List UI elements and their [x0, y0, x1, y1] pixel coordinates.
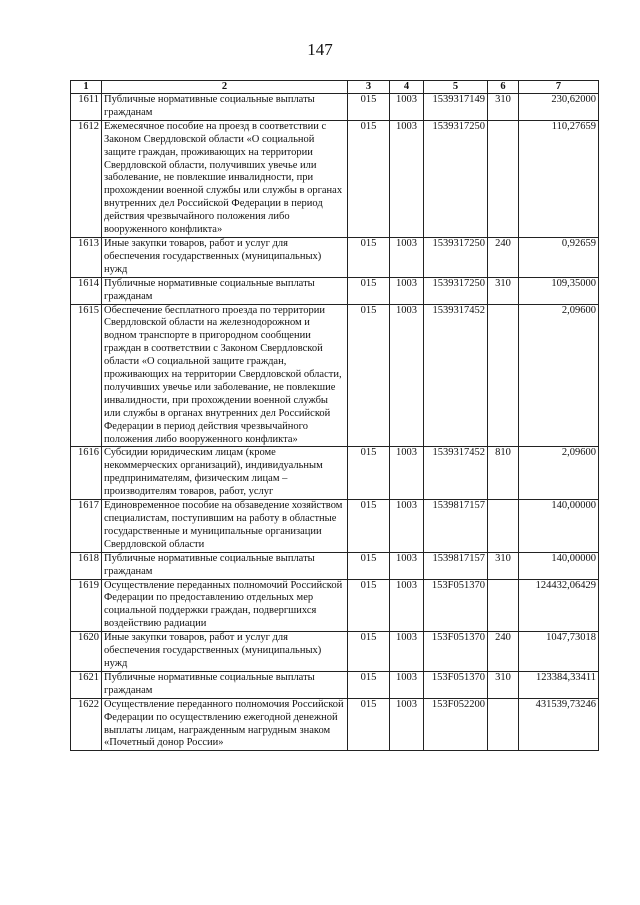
budget-table — [70, 80, 599, 751]
row-col4: 1003 — [390, 500, 424, 553]
row-col3: 015 — [348, 237, 390, 277]
row-amount: 230,62000 — [519, 94, 599, 121]
row-col5: 1539317149 — [424, 94, 488, 121]
table-row — [71, 94, 599, 121]
row-col3: 015 — [348, 500, 390, 553]
row-col3: 015 — [348, 671, 390, 698]
row-number: 1617 — [71, 500, 102, 553]
row-col5: 1539817157 — [424, 500, 488, 553]
row-name: Субсидии юридическим лицам (кроме некоммерческих организаций), индивидуальным предпринимателям, физическим лицам – производителям товаров, работ, услуг — [102, 447, 348, 500]
row-col6: 310 — [488, 94, 519, 121]
row-col3: 015 — [348, 447, 390, 500]
row-number: 1611 — [71, 94, 102, 121]
header-row — [71, 81, 599, 94]
row-col6: 310 — [488, 671, 519, 698]
row-name: Иные закупки товаров, работ и услуг для обеспечения государственных (муниципальных) нужд — [102, 237, 348, 277]
table-row — [71, 632, 599, 672]
row-number: 1612 — [71, 120, 102, 237]
row-name: Ежемесячное пособие на проезд в соответствии с Законом Свердловской области «О социальной защите граждан, проживающих на территории Свердловской области, получивших увечье или заболевание, не повлекшие инвалидности, при прохождении военной службы или службы в органах внутренних дел Российской Федерации в период действия чрезвычайного положения либо вооруженного конфликта» — [102, 120, 348, 237]
row-col4: 1003 — [390, 632, 424, 672]
row-col4: 1003 — [390, 304, 424, 447]
row-col5: 153F051370 — [424, 671, 488, 698]
row-amount: 431539,73246 — [519, 698, 599, 751]
row-col6 — [488, 579, 519, 632]
row-col5: 153F052200 — [424, 698, 488, 751]
row-number: 1616 — [71, 447, 102, 500]
table-row — [71, 304, 599, 447]
row-col6: 310 — [488, 552, 519, 579]
table-row — [71, 552, 599, 579]
col-header-5: 5 — [424, 81, 488, 94]
row-number: 1618 — [71, 552, 102, 579]
col-header-7: 7 — [519, 81, 599, 94]
col-header-3: 3 — [348, 81, 390, 94]
row-name: Единовременное пособие на обзаведение хозяйством специалистам, поступившим на работу в областные государственные и муниципальные организации Свердловской области — [102, 500, 348, 553]
row-col4: 1003 — [390, 552, 424, 579]
table-row — [71, 671, 599, 698]
row-name: Обеспечение бесплатного проезда по территории Свердловской области на железнодорожном и водном транспорте в пригородном сообщении граждан в соответствии с Законом Свердловской области «О социальной защите граждан, проживающих на территории Свердловской области, получивших увечье или заболевание, не повлекшие инвалидности, при прохождении военной службы или службы в органах внутренних дел Российской Федерации в период действия чрезвычайного положения либо вооруженного конфликта» — [102, 304, 348, 447]
row-col5: 153F051370 — [424, 632, 488, 672]
row-col3: 015 — [348, 94, 390, 121]
row-col4: 1003 — [390, 120, 424, 237]
row-col4: 1003 — [390, 698, 424, 751]
table-row — [71, 120, 599, 237]
row-col6: 310 — [488, 277, 519, 304]
row-col5: 1539317250 — [424, 237, 488, 277]
row-name: Публичные нормативные социальные выплаты гражданам — [102, 277, 348, 304]
row-amount: 140,00000 — [519, 552, 599, 579]
table-row — [71, 579, 599, 632]
row-col5: 1539317250 — [424, 277, 488, 304]
row-number: 1615 — [71, 304, 102, 447]
table-row — [71, 237, 599, 277]
row-amount: 123384,33411 — [519, 671, 599, 698]
row-col6: 810 — [488, 447, 519, 500]
row-number: 1614 — [71, 277, 102, 304]
row-col6 — [488, 698, 519, 751]
row-col6 — [488, 304, 519, 447]
row-amount: 2,09600 — [519, 447, 599, 500]
row-col6: 240 — [488, 632, 519, 672]
table-row — [71, 500, 599, 553]
row-name: Иные закупки товаров, работ и услуг для обеспечения государственных (муниципальных) нужд — [102, 632, 348, 672]
row-col3: 015 — [348, 552, 390, 579]
row-name: Публичные нормативные социальные выплаты гражданам — [102, 94, 348, 121]
table-row — [71, 277, 599, 304]
table-row — [71, 447, 599, 500]
row-col3: 015 — [348, 277, 390, 304]
row-col4: 1003 — [390, 671, 424, 698]
row-col4: 1003 — [390, 237, 424, 277]
row-col5: 1539817157 — [424, 552, 488, 579]
row-name: Осуществление переданных полномочий Российской Федерации по предоставлению отдельных мер социальной поддержки граждан, подвергшихся воздействию радиации — [102, 579, 348, 632]
row-col4: 1003 — [390, 94, 424, 121]
row-col4: 1003 — [390, 579, 424, 632]
row-amount: 1047,73018 — [519, 632, 599, 672]
row-number: 1619 — [71, 579, 102, 632]
page-number: 147 — [307, 40, 333, 59]
row-col3: 015 — [348, 632, 390, 672]
row-col4: 1003 — [390, 447, 424, 500]
row-col4: 1003 — [390, 277, 424, 304]
col-header-4: 4 — [390, 81, 424, 94]
row-col5: 153F051370 — [424, 579, 488, 632]
row-number: 1621 — [71, 671, 102, 698]
row-col5: 1539317452 — [424, 304, 488, 447]
row-col6 — [488, 500, 519, 553]
row-col3: 015 — [348, 120, 390, 237]
row-number: 1613 — [71, 237, 102, 277]
row-col6: 240 — [488, 237, 519, 277]
col-header-1: 1 — [71, 81, 102, 94]
row-col3: 015 — [348, 304, 390, 447]
row-col3: 015 — [348, 698, 390, 751]
row-col3: 015 — [348, 579, 390, 632]
row-number: 1622 — [71, 698, 102, 751]
row-col6 — [488, 120, 519, 237]
row-name: Публичные нормативные социальные выплаты гражданам — [102, 671, 348, 698]
row-name: Осуществление переданного полномочия Российской Федерации по осуществлению ежегодной денежной выплаты лицам, награжденным нагрудным знаком «Почетный донор России» — [102, 698, 348, 751]
row-col5: 1539317452 — [424, 447, 488, 500]
row-amount: 2,09600 — [519, 304, 599, 447]
table-row — [71, 698, 599, 751]
row-amount: 0,92659 — [519, 237, 599, 277]
row-col5: 1539317250 — [424, 120, 488, 237]
row-amount: 140,00000 — [519, 500, 599, 553]
row-amount: 109,35000 — [519, 277, 599, 304]
row-amount: 124432,06429 — [519, 579, 599, 632]
row-name: Публичные нормативные социальные выплаты гражданам — [102, 552, 348, 579]
col-header-6: 6 — [488, 81, 519, 94]
row-amount: 110,27659 — [519, 120, 599, 237]
row-number: 1620 — [71, 632, 102, 672]
col-header-2: 2 — [102, 81, 348, 94]
